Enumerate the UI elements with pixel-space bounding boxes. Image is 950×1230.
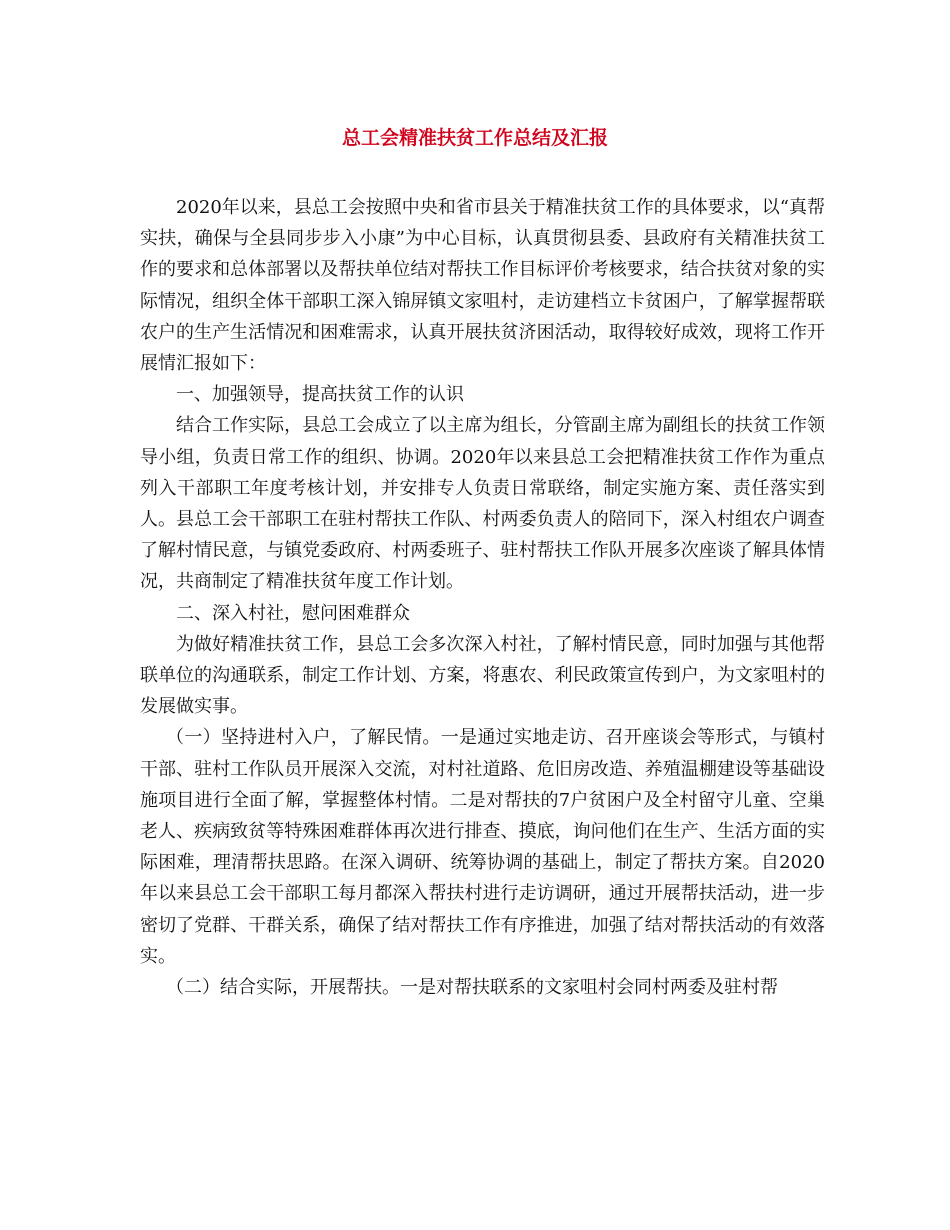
paragraph-section-1: 结合工作实际，县总工会成立了以主席为组长，分管副主席为副组长的扶贫工作领导小组，负责日常工作的组织、协调。2020年以来县总工会把精准扶贫工作作为重点列入干部职工年度考核计划，并安排专人负责日常联络，制定实施方案、责任落实到人。县总工会干部职工在驻村帮扶工作队、村两委负责人的陪同下，深入村组农户调查了解村情民意，与镇党委政府、村两委班子、驻村帮扶工作队开展多次座谈了解具体情况，共商制定了精准扶贫年度工作计划。	[140, 415, 825, 593]
paragraph-subsection-1: （一）坚持进村入户，了解民情。一是通过实地走访、召开座谈会等形式，与镇村干部、驻村工作队员开展深入交流，对村社道路、危旧房改造、养殖温棚建设等基础设施项目进行全面了解，掌握整体村情。二是对帮扶的7户贫困户及全村留守儿童、空巢老人、疾病致贫等特殊困难群体再次进行排查、摸底，询问他们在生产、生活方面的实际困难，理清帮扶思路。在深入调研、统筹协调的基础上，制定了帮扶方案。自2020年以来县总工会干部职工每月都深入帮扶村进行走访调研，通过开展帮扶活动，进一步密切了党群、干群关系，确保了结对帮扶工作有序推进，加强了结对帮扶活动的有效落实。	[140, 727, 825, 967]
section-heading-1: 一、加强领导，提高扶贫工作的认识	[176, 384, 464, 406]
paragraph-intro: 2020年以来，县总工会按照中央和省市县关于精准扶贫工作的具体要求，以“真帮实扶，确保与全县同步步入小康”为中心目标，认真贯彻县委、县政府有关精准扶贫工作的要求和总体部署以及帮扶单位结对帮扶工作目标评价考核要求，结合扶贫对象的实际情况，组织全体干部职工深入锦屏镇文家咀村，走访建档立卡贫困户，了解掌握帮联农户的生产生活情况和困难需求，认真开展扶贫济困活动，取得较好成效，现将工作开展情汇报如下：	[140, 197, 826, 375]
document-body	[140, 192, 825, 1003]
paragraph-section-2: 为做好精准扶贫工作，县总工会多次深入村社，了解村情民意，同时加强与其他帮联单位的沟通联系，制定工作计划、方案，将惠农、利民政策宣传到户，为文家咀村的发展做实事。	[140, 633, 825, 718]
section-heading-2: 二、深入村社，慰问困难群众	[176, 602, 410, 624]
paragraph-subsection-2: （二）结合实际，开展帮扶。一是对帮扶联系的文家咀村会同村两委及驻村帮	[166, 977, 778, 999]
document-title: 总工会精准扶贫工作总结及汇报	[341, 127, 608, 149]
